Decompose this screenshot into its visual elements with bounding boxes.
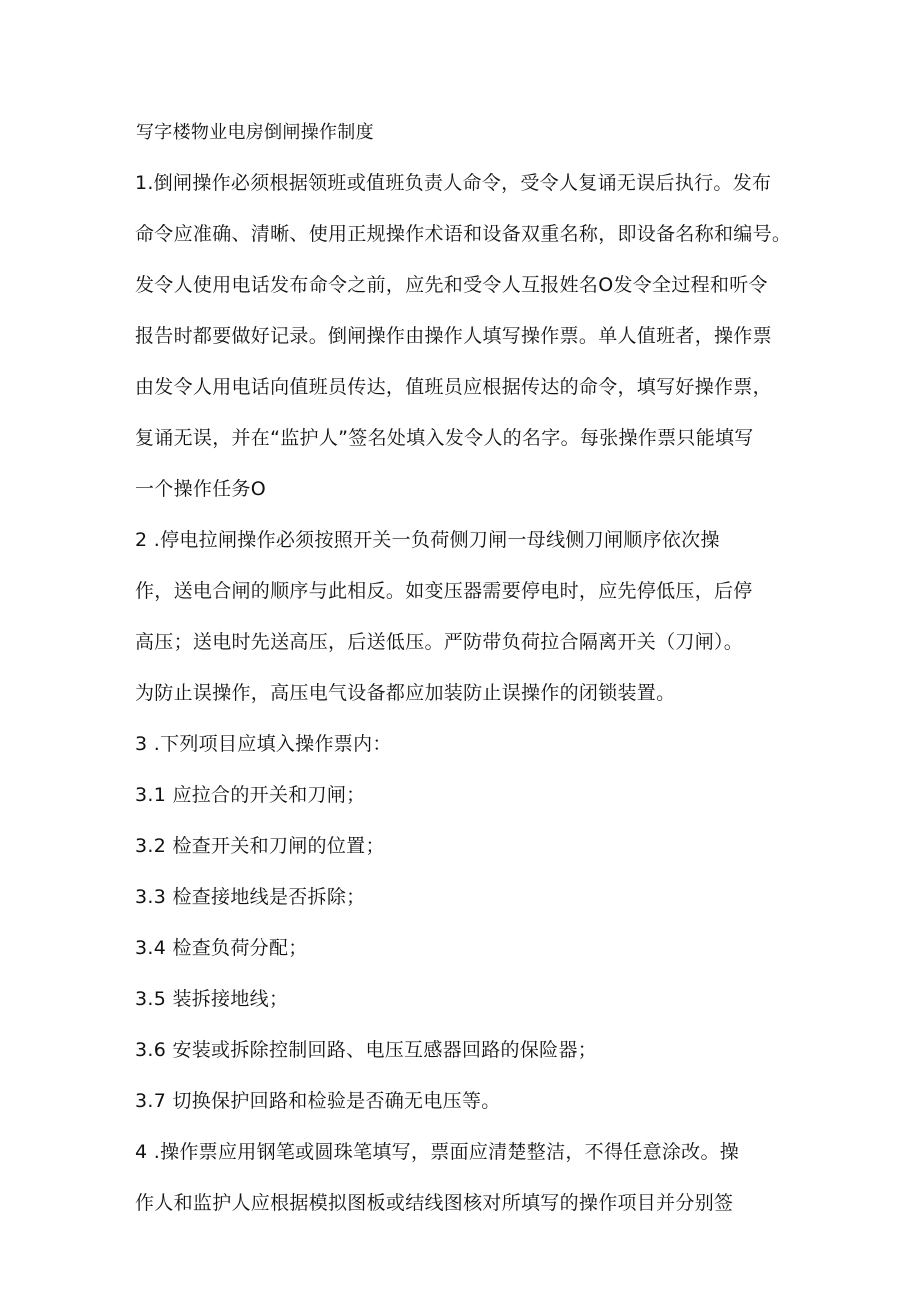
paragraph-line: 复诵无误，并在“监护人”签名处填入发令人的名字。每张操作票只能填写	[135, 427, 754, 449]
paragraph-line: 一个操作任务O	[135, 478, 267, 500]
paragraph-line: 报告时都要做好记录。倒闸操作由操作人填写操作票。单人值班者，操作票	[135, 325, 772, 347]
paragraph-line: 高压；送电时先送高压，后送低压。严防带负荷拉合隔离开关（刀闸）。	[135, 631, 744, 653]
paragraph-line: 4 .操作票应用钢笔或圆珠笔填写，票面应清楚整洁，不得任意涂改。操	[135, 1141, 740, 1163]
list-item: 3.3 检查接地线是否拆除；	[135, 886, 366, 908]
paragraph-line: 作，送电合闸的顺序与此相反。如变压器需要停电时，应先停低压，后停	[135, 580, 753, 602]
paragraph-line: 由发令人用电话向值班员传达，值班员应根据传达的命令，填写好操作票，	[135, 376, 772, 398]
list-item: 3.5 装拆接地线；	[135, 988, 289, 1010]
document-title: 写字楼物业电房倒闸操作制度	[136, 122, 374, 143]
paragraph-line: 3 .下列项目应填入操作票内：	[135, 733, 392, 755]
paragraph-line: 命令应准确、清晰、使用正规操作术语和设备双重名称，即设备名称和编号。	[135, 223, 792, 245]
paragraph-line: 为防止误操作，高压电气设备都应加装防止误操作的闭锁装置。	[135, 682, 676, 704]
list-item: 3.4 检查负荷分配；	[135, 937, 308, 959]
list-item: 3.6 安装或拆除控制回路、电压互感器回路的保险器；	[135, 1039, 598, 1061]
paragraph-line: 2 .停电拉闸操作必须按照开关一负荷侧刀闸一母线侧刀闸顺序依次操	[135, 529, 720, 551]
paragraph-line: 发令人使用电话发布命令之前，应先和受令人互报姓名O发令全过程和听令	[135, 274, 768, 296]
list-item: 3.1 应拉合的开关和刀闸；	[135, 784, 366, 806]
paragraph-line: 1.倒闸操作必须根据领班或值班负责人命令，受令人复诵无误后执行。发布	[135, 172, 772, 194]
paragraph-line: 作人和监护人应根据模拟图板或结线图核对所填写的操作项目并分别签	[135, 1192, 734, 1214]
list-item: 3.7 切换保护回路和检验是否确无电压等。	[135, 1090, 501, 1112]
list-item: 3.2 检查开关和刀闸的位置；	[135, 835, 385, 857]
